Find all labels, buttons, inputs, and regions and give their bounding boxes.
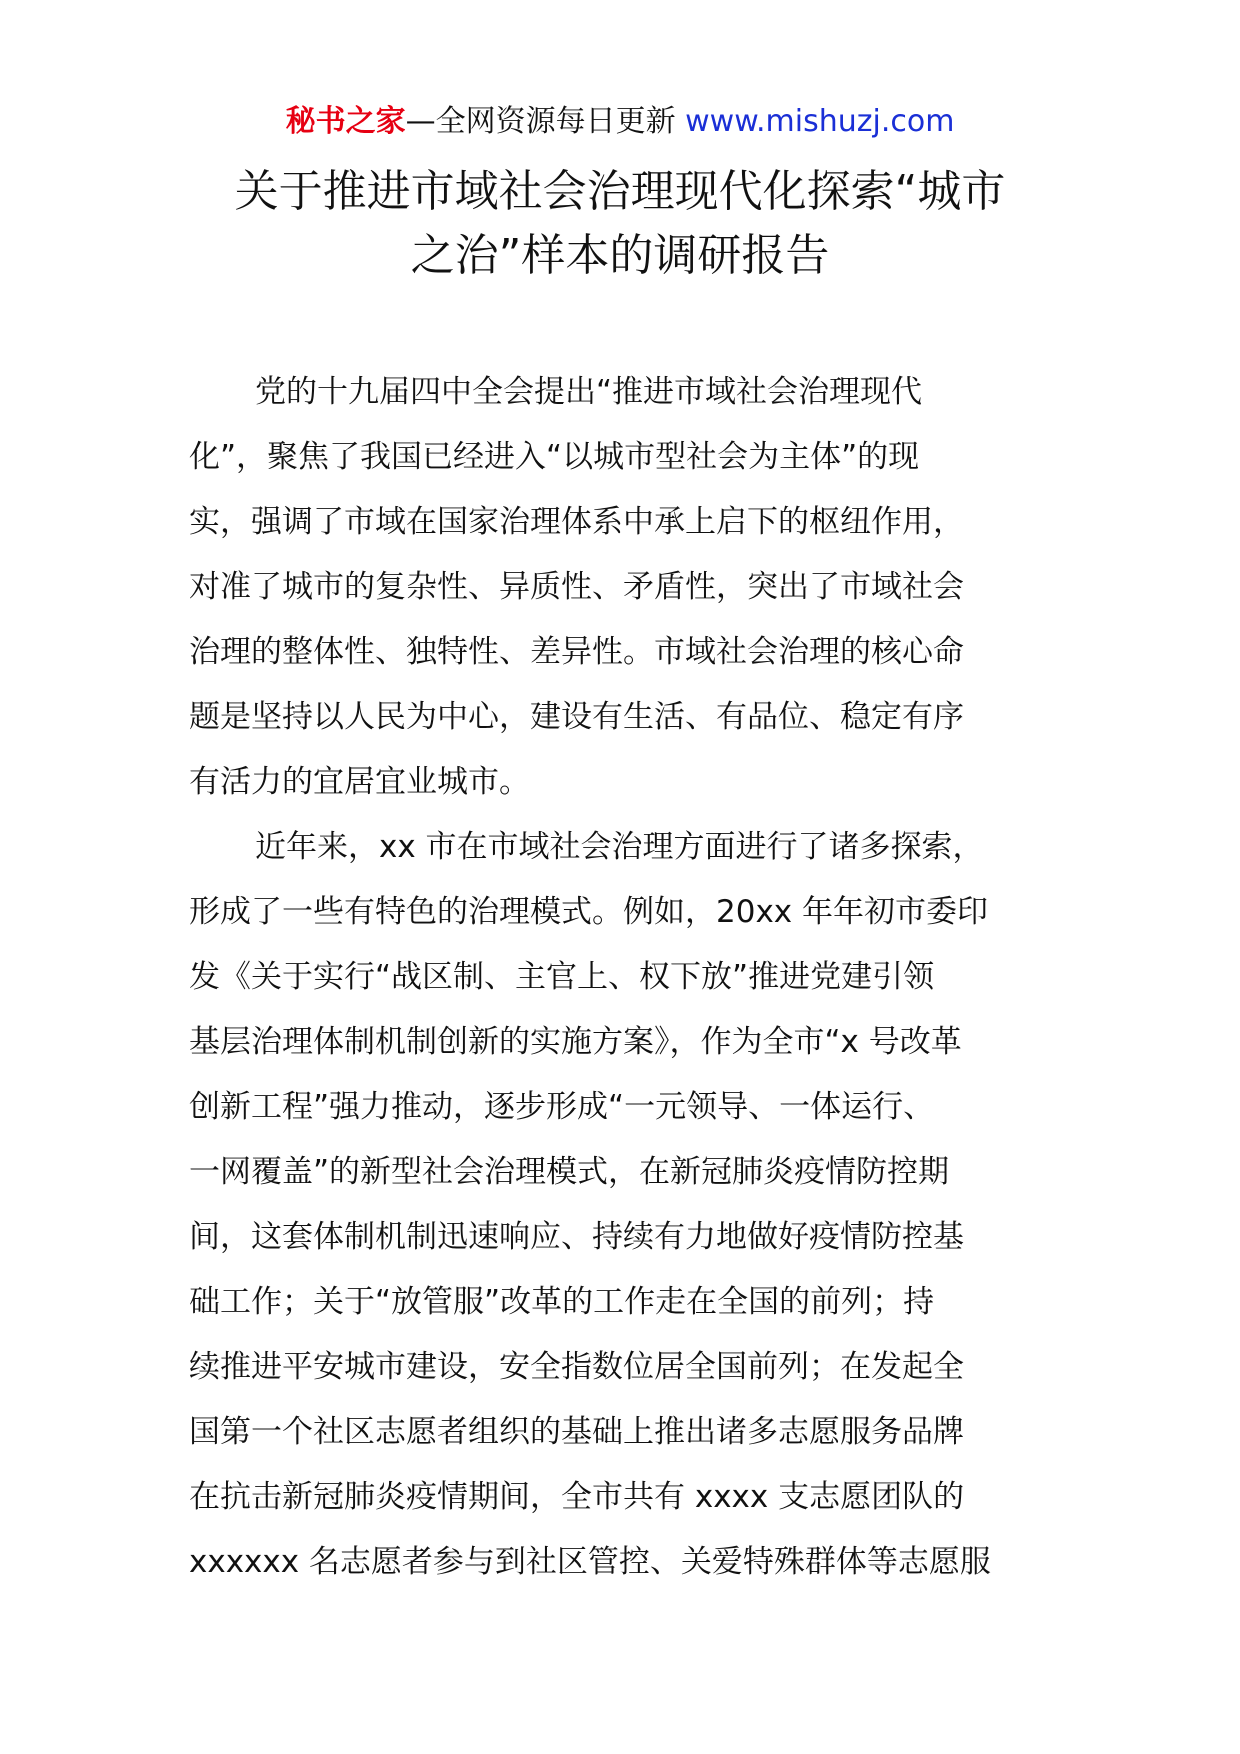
document-body	[189, 360, 1055, 1595]
text-line: 基层治理体制机制创新的实施方案》，作为全市“x 号改革	[189, 1024, 962, 1060]
text-line: 党的十九届四中全会提出“推进市域社会治理现代	[255, 374, 923, 410]
site-header	[0, 100, 1240, 144]
text-line: 实，强调了市域在国家治理体系中承上启下的枢纽作用，	[189, 504, 964, 540]
title-line-2: 之治”样本的调研报告	[410, 230, 830, 281]
paragraph-1	[189, 360, 1055, 815]
paragraph-2	[189, 815, 1055, 1595]
text-line: 治理的整体性、独特性、差异性。市域社会治理的核心命	[189, 634, 964, 670]
text-line: 在抗击新冠肺炎疫情期间，全市共有 xxxx 支志愿团队的	[189, 1479, 965, 1515]
text-line: 间，这套体制机制迅速响应、持续有力地做好疫情防控基	[189, 1219, 964, 1255]
text-line: xxxxxx 名志愿者参与到社区管控、关爱特殊群体等志愿服	[189, 1544, 991, 1580]
text-line: 对准了城市的复杂性、异质性、矛盾性，突出了市域社会	[189, 569, 964, 605]
text-line: 化”，聚焦了我国已经进入“以城市型社会为主体”的现	[189, 439, 920, 475]
site-url-link[interactable]: www.mishuzj.com	[685, 104, 955, 139]
text-line: 形成了一些有特色的治理模式。例如，20xx 年年初市委印	[189, 894, 988, 930]
text-line: 础工作；关于“放管服”改革的工作走在全国的前列；持	[189, 1284, 935, 1320]
document-title	[150, 160, 1090, 288]
site-brand: 秘书之家	[285, 104, 406, 139]
text-line: 近年来，xx 市在市域社会治理方面进行了诸多探索，	[255, 829, 984, 865]
site-tagline: —全网资源每日更新	[405, 104, 686, 139]
text-line: 续推进平安城市建设，安全指数位居全国前列；在发起全	[189, 1349, 964, 1385]
text-line: 国第一个社区志愿者组织的基础上推出诸多志愿服务品牌	[189, 1414, 964, 1450]
title-line-1: 关于推进市域社会治理现代化探索“城市	[234, 166, 1006, 217]
text-line: 有活力的宜居宜业城市。	[189, 764, 530, 800]
text-line: 创新工程”强力推动，逐步形成“一元领导、一体运行、	[189, 1089, 935, 1125]
text-line: 一网覆盖”的新型社会治理模式，在新冠肺炎疫情防控期	[189, 1154, 950, 1190]
text-line: 题是坚持以人民为中心，建设有生活、有品位、稳定有序	[189, 699, 964, 735]
text-line: 发《关于实行“战区制、主官上、权下放”推进党建引领	[189, 959, 935, 995]
